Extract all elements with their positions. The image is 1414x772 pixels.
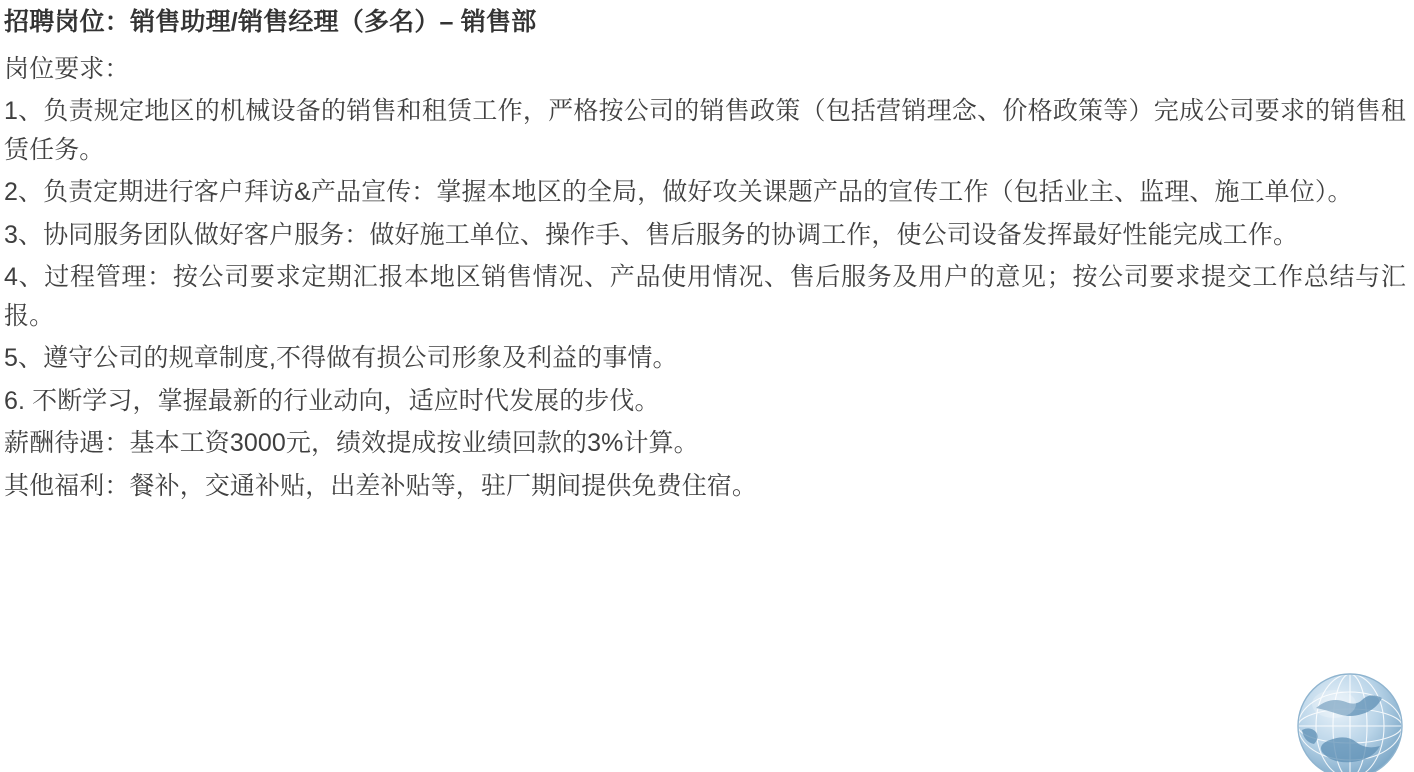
salary-line: 薪酬待遇：基本工资3000元，绩效提成按业绩回款的3%计算。 <box>4 429 699 458</box>
requirement-item-6: 6. 不断学习，掌握最新的行业动向，适应时代发展的步伐。 <box>4 386 660 415</box>
requirement-item-5: 5、遵守公司的规章制度,不得做有损公司形象及利益的事情。 <box>4 344 678 373</box>
benefits-line: 其他福利：餐补，交通补贴，出差补贴等，驻厂期间提供免费住宿。 <box>4 471 758 500</box>
requirements-heading: 岗位要求： <box>4 54 130 83</box>
requirement-item-1: 1、负责规定地区的机械设备的销售和租赁工作，严格按公司的销售政策（包括营销理念、价格政策等）完成公司要求的销售租赁任务。 <box>4 97 1406 164</box>
requirement-item-2: 2、负责定期进行客户拜访&产品宣传：掌握本地区的全局，做好攻关课题产品的宣传工作（包括业主、监理、施工单位）。 <box>4 178 1353 207</box>
globe-icon <box>1286 664 1408 772</box>
requirement-item-4: 4、过程管理：按公司要求定期汇报本地区销售情况、产品使用情况、售后服务及用户的意见；按公司要求提交工作总结与汇报。 <box>4 263 1406 330</box>
requirement-item-3: 3、协同服务团队做好客户服务：做好施工单位、操作手、售后服务的协调工作，使公司设备发挥最好性能完成工作。 <box>4 220 1299 249</box>
page-title: 招聘岗位：销售助理/销售经理（多名）– 销售部 <box>4 8 537 36</box>
